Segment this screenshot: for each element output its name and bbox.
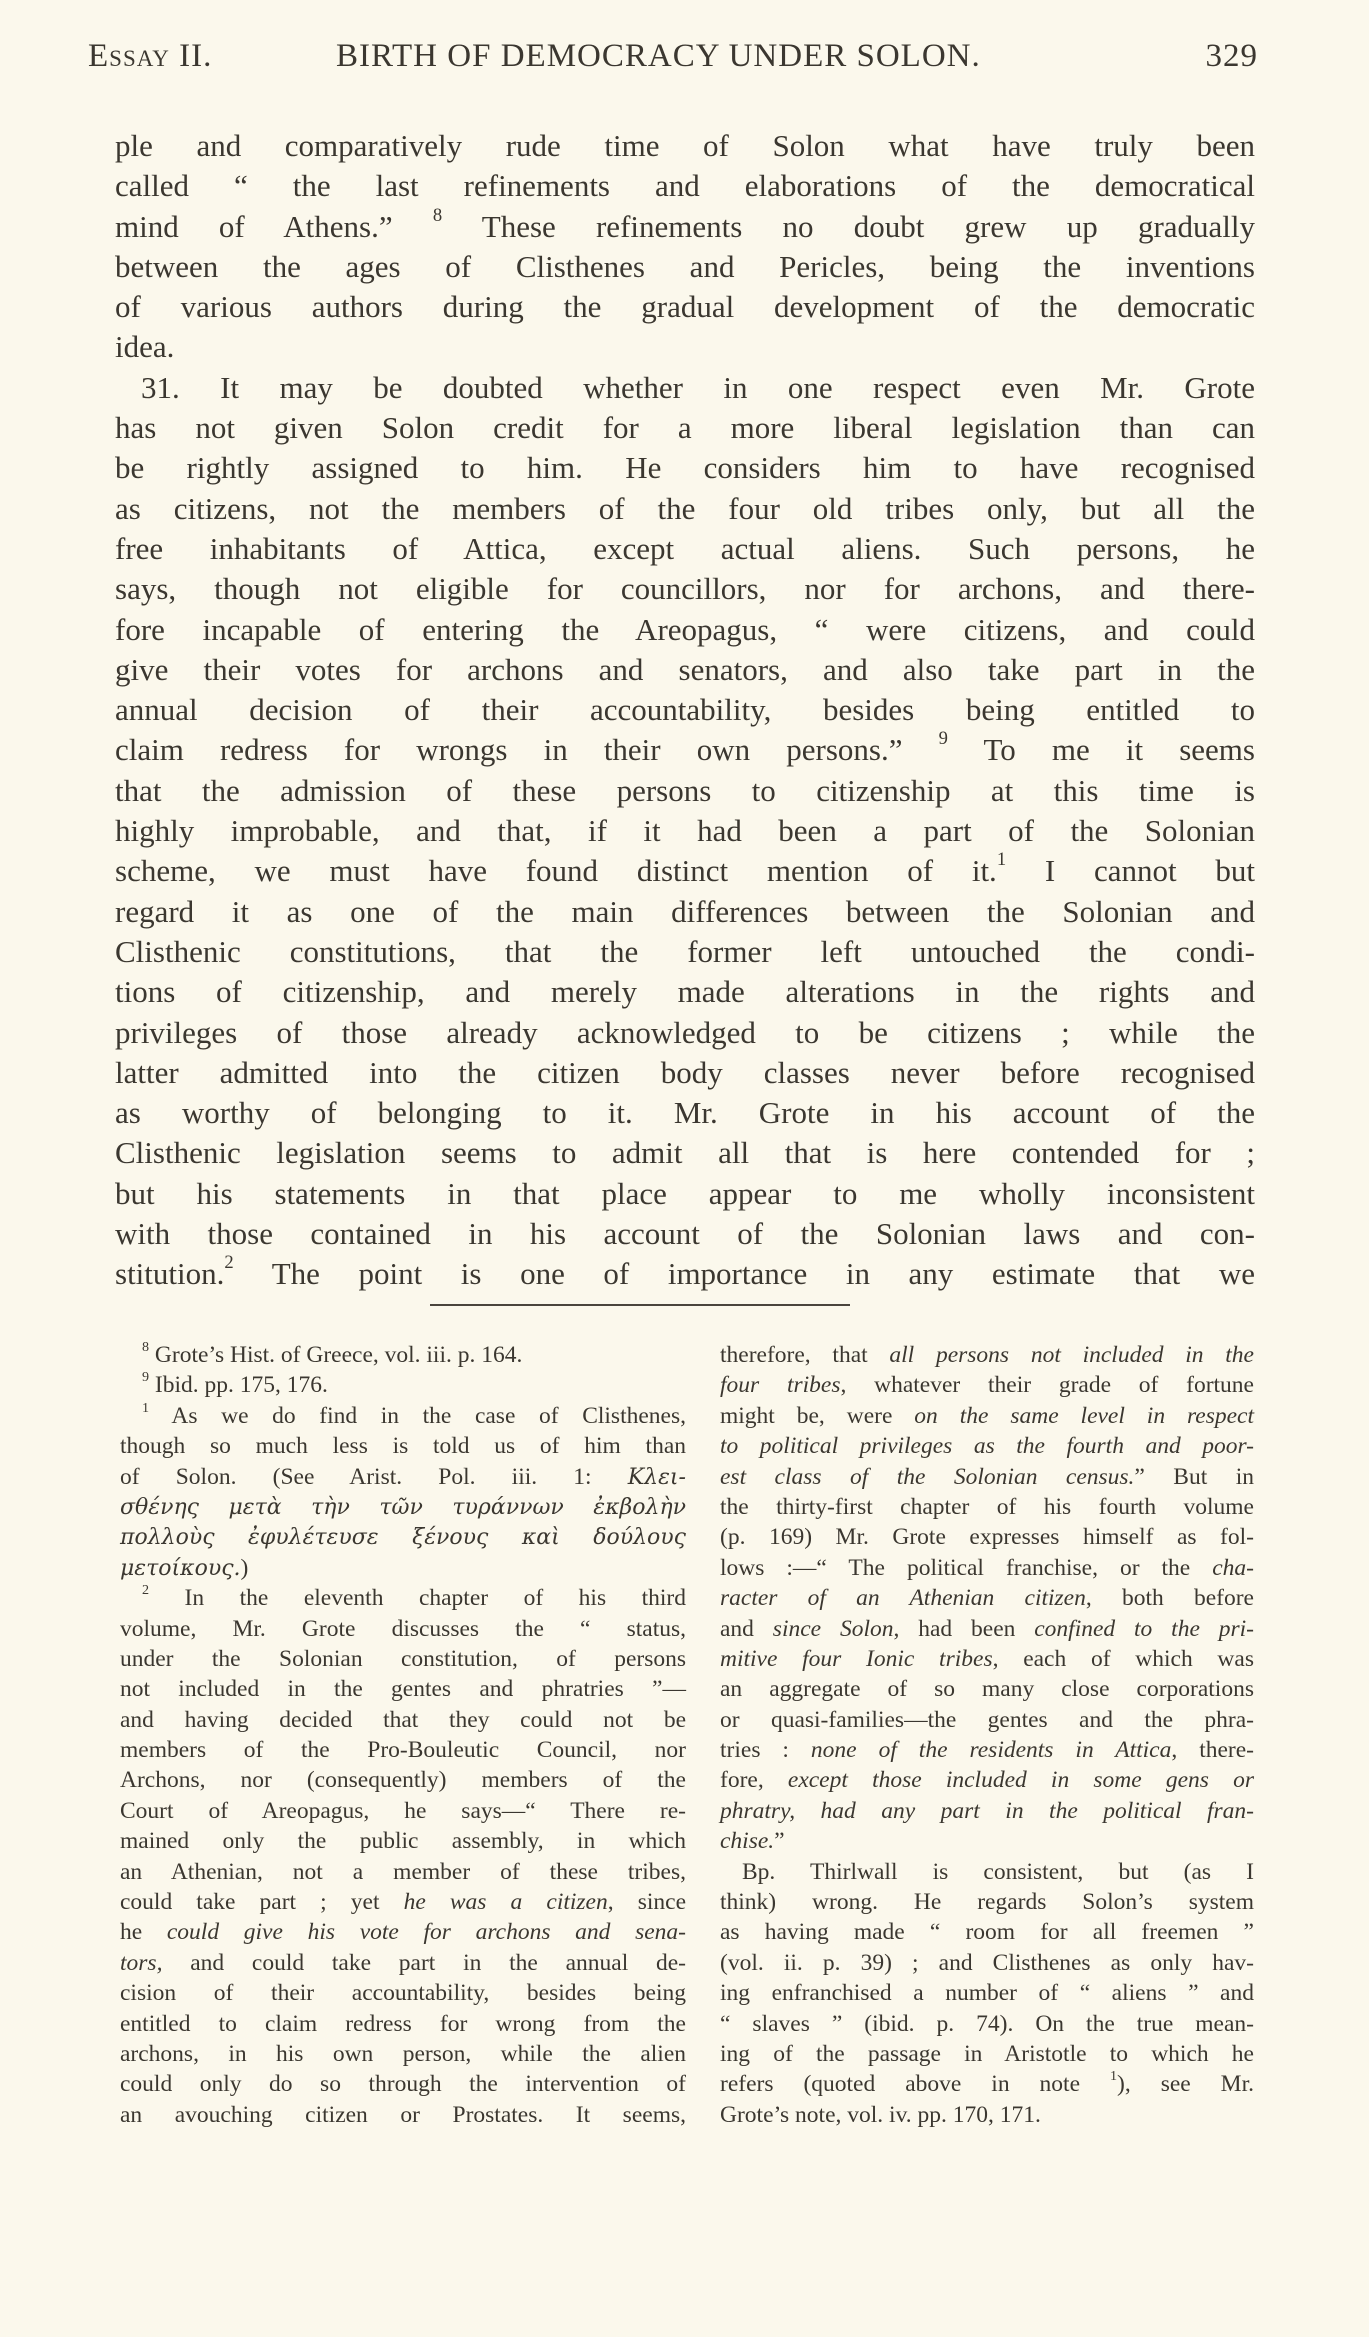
text-run: , whatever their grade of fortune: [840, 1372, 1254, 1399]
text-line: [115, 932, 1255, 972]
text-run: called “ the last refinements and elaborations of the democratical: [115, 168, 1255, 204]
footnote-line: [720, 1401, 1254, 1431]
text-run: , both before: [1085, 1585, 1254, 1612]
text-run: Clisthenic constitutions, that the former left untouched the condi-: [115, 933, 1255, 969]
italic-text: he was a citizen: [403, 1889, 608, 1916]
footnote-line: [720, 1583, 1254, 1613]
footnote-marker: 2: [142, 1582, 150, 1599]
text-line: [115, 529, 1255, 569]
text-line: [115, 811, 1255, 851]
text-run: ), see Mr.: [1117, 2071, 1254, 2098]
footnote-marker: 1: [142, 1399, 150, 1416]
text-run: with those contained in his account of the Solonian laws and con-: [115, 1216, 1255, 1252]
text-run: as worthy of belonging to it. Mr. Grote in his account of the: [115, 1095, 1255, 1131]
text-line: [115, 327, 1255, 367]
footnote-line: [720, 1614, 1254, 1644]
italic-text: mitive four Ionic tribes: [720, 1645, 993, 1672]
footnote-line: [120, 1857, 686, 1887]
text-run: and having decided that they could not be: [120, 1706, 686, 1733]
text-run: regard it as one of the main differences between the Solonian and: [115, 893, 1255, 929]
text-line: [115, 247, 1255, 287]
greek-text: μετοίκους.: [120, 1555, 241, 1581]
italic-text: phratry, had any part in the political fran-: [720, 1797, 1254, 1824]
footnote-line: [720, 1674, 1254, 1704]
footnote-line: [120, 1431, 686, 1461]
text-run: or quasi-families—the gentes and the phra-: [720, 1706, 1254, 1733]
text-run: (p. 169) Mr. Grote expresses himself as fol-: [720, 1524, 1254, 1551]
footnote-line: [120, 1735, 686, 1765]
text-run: refers (quoted above in note: [720, 2071, 1110, 2098]
text-run: Grote’s note, vol. iv. pp. 170, 171.: [720, 2101, 1041, 2128]
text-line: [115, 690, 1255, 730]
footnote-line: [720, 1370, 1254, 1400]
text-run: To me it seems: [947, 732, 1255, 768]
text-line: [115, 1053, 1255, 1093]
text-line: [115, 448, 1255, 488]
footnote-line: [720, 1492, 1254, 1522]
text-run: ing of the passage in Aristotle to which he: [720, 2040, 1254, 2067]
running-header: [88, 38, 1258, 82]
text-line: [115, 287, 1255, 327]
footnote-line: [120, 1462, 686, 1492]
footnote-line: [720, 1522, 1254, 1552]
text-run: could only do so through the intervention of: [120, 2071, 686, 2098]
italic-text: could give his vote for archons and sena-: [166, 1919, 686, 1946]
greek-text: Κλει-: [627, 1464, 686, 1490]
italic-text: except those included in some gens or: [787, 1767, 1254, 1794]
text-run: ple and comparatively rude time of Solon what have truly been: [115, 128, 1255, 163]
text-run: ” But in: [1134, 1463, 1254, 1490]
footnote-line: [720, 2069, 1254, 2099]
footnotes-right-column: [720, 1340, 1254, 2130]
footnote-line: [120, 1614, 686, 1644]
footnote-marker: 2: [224, 1252, 234, 1274]
text-run: but his statements in that place appear to me wholly inconsistent: [115, 1175, 1255, 1211]
text-run: an avouching citizen or Prostates. It seems,: [120, 2101, 686, 2128]
text-run: that the admission of these persons to citizenship at this time is: [115, 772, 1255, 808]
greek-text: σθένης μετὰ τὴν τῶν τυράννων ἐκβολὴν: [120, 1494, 686, 1520]
footnote-line: [120, 1644, 686, 1674]
footnote-line: [720, 1705, 1254, 1735]
italic-text: none of the residents in Attica: [810, 1737, 1172, 1764]
footnote-line: [120, 1401, 686, 1431]
footnote-line: [120, 1674, 686, 1704]
footnotes-left-column: [120, 1340, 686, 2130]
italic-text: cha-: [1212, 1554, 1254, 1581]
text-run: Archons, nor (consequently) members of the: [120, 1767, 686, 1794]
footnote-line: [120, 2009, 686, 2039]
text-run: free inhabitants of Attica, except actual aliens. Such persons, he: [115, 530, 1255, 566]
footnote-line: [720, 1462, 1254, 1492]
text-run: ing enfranchised a number of “ aliens ” and: [720, 1980, 1254, 2007]
text-line: [115, 730, 1255, 770]
italic-text: tors,: [120, 1949, 163, 1976]
page-number: 329: [1205, 38, 1258, 74]
text-run: These refinements no doubt grew up gradually: [442, 208, 1256, 244]
text-run: says, though not eligible for councillors, nor for archons, and there-: [115, 571, 1255, 607]
text-line: [115, 489, 1255, 529]
footnote-line: [720, 1553, 1254, 1583]
text-run: mained only the public assembly, in which: [120, 1828, 686, 1855]
footnote-line: [120, 1948, 686, 1978]
text-run: be rightly assigned to him. He considers him to have recognised: [115, 450, 1255, 486]
footnote-line: [720, 1431, 1254, 1461]
text-run: archons, in his own person, while the alien: [120, 2040, 686, 2067]
footnote-line: [120, 1553, 686, 1583]
text-run: latter admitted into the citizen body classes never before recognised: [115, 1054, 1255, 1090]
footnote-line: [720, 1735, 1254, 1765]
footnote-line: [720, 1948, 1254, 1978]
text-run: Ibid. pp. 175, 176.: [149, 1372, 328, 1399]
italic-text: confined to the pri-: [1034, 1615, 1254, 1642]
text-line: [115, 892, 1255, 932]
text-run: an Athenian, not a member of these tribes,: [120, 1858, 686, 1885]
text-line: [115, 650, 1255, 690]
text-line: [115, 1133, 1255, 1173]
text-run: Court of Areopagus, he says—“ There re-: [120, 1797, 686, 1824]
text-run: and could take part in the annual de-: [162, 1949, 686, 1976]
footnote-line: [720, 1644, 1254, 1674]
text-run: under the Solonian constitution, of persons: [120, 1645, 686, 1672]
text-run: lows :—“ The political franchise, or the: [720, 1554, 1213, 1581]
text-run: as having made “ room for all freemen ”: [720, 1919, 1254, 1946]
text-line: [115, 1174, 1255, 1214]
footnote-line: [720, 1340, 1254, 1370]
text-line: [115, 972, 1255, 1012]
text-run: might be, were: [720, 1402, 915, 1429]
text-run: , since: [607, 1889, 687, 1916]
footnote-marker: 1: [996, 849, 1007, 871]
text-run: idea.: [115, 329, 175, 365]
footnote-divider: [430, 1304, 850, 1306]
text-run: privileges of those already acknowledged to be citizens ; while the: [115, 1014, 1255, 1050]
body-text: [115, 126, 1255, 1295]
text-run: give their votes for archons and senators, and also take part in the: [115, 651, 1255, 687]
footnote-line: [120, 1887, 686, 1917]
footnote-line: [120, 1370, 686, 1400]
text-run: In the eleventh chapter of his third: [149, 1585, 686, 1612]
text-line: [115, 569, 1255, 609]
italic-text: racter of an Athenian citizen: [720, 1585, 1086, 1612]
text-line: [115, 610, 1255, 650]
text-run: and: [720, 1615, 773, 1642]
footnote-marker: 9: [938, 728, 948, 750]
text-run: has not given Solon credit for a more liberal legislation than can: [115, 410, 1255, 446]
footnote-marker: 8: [142, 1339, 150, 1355]
essay-label: Essay II.: [88, 38, 213, 74]
text-run: between the ages of Clisthenes and Pericles, being the inventions: [115, 248, 1255, 284]
footnote-line: [120, 1340, 686, 1370]
footnote-line: [120, 2100, 686, 2130]
footnote-line: [720, 2009, 1254, 2039]
text-run: fore incapable of entering the Areopagus, “ were citizens, and could: [115, 611, 1255, 647]
text-run: members of the Pro-Bouleutic Council, nor: [120, 1737, 686, 1764]
text-line: [115, 368, 1255, 408]
text-line: [115, 1093, 1255, 1133]
italic-text: all persons not included in the: [889, 1342, 1254, 1368]
text-run: not included in the gentes and phratries ”—: [120, 1676, 686, 1703]
text-line: [115, 1013, 1255, 1053]
text-run: (vol. ii. p. 39) ; and Clisthenes as only hav-: [720, 1949, 1254, 1976]
text-run: , each of which was: [992, 1645, 1254, 1672]
greek-text: πολλοὺς ἐφυλέτευσε ξένους καὶ δούλους: [120, 1525, 686, 1551]
footnote-line: [120, 1917, 686, 1947]
footnote-line: [720, 1857, 1254, 1887]
text-run: therefore, that: [720, 1342, 890, 1368]
footnote-line: [720, 1796, 1254, 1826]
text-run: think) wrong. He regards Solon’s system: [720, 1889, 1254, 1916]
text-line: [115, 166, 1255, 206]
text-run: mind of Athens.”: [115, 208, 433, 244]
text-run: As we do find in the case of Clisthenes,: [149, 1402, 686, 1429]
text-run: Grote’s Hist. of Greece, vol. iii. p. 164.: [149, 1342, 523, 1368]
text-run: he: [120, 1919, 167, 1946]
footnote-line: [120, 1765, 686, 1795]
footnote-line: [120, 1492, 686, 1522]
text-line: [115, 1214, 1255, 1254]
footnote-line: [720, 2039, 1254, 2069]
text-run: stitution.: [115, 1256, 225, 1292]
footnote-marker: 9: [142, 1369, 150, 1386]
text-run: , there-: [1171, 1737, 1254, 1764]
text-run: of Solon. (See Arist. Pol. iii. 1:: [120, 1463, 628, 1490]
text-run: annual decision of their accountability, besides being entitled to: [115, 692, 1255, 728]
text-run: an aggregate of so many close corporations: [720, 1676, 1254, 1703]
footnote-line: [120, 1583, 686, 1613]
footnote-line: [120, 2039, 686, 2069]
footnote-line: [720, 1765, 1254, 1795]
text-line: [115, 126, 1255, 166]
footnote-marker: 8: [432, 204, 443, 226]
text-line: [115, 204, 1256, 247]
text-run: entitled to claim redress for wrong from the: [120, 2010, 686, 2037]
text-run: “ slaves ” (ibid. p. 74). On the true mean-: [720, 2010, 1254, 2037]
text-run: highly improbable, and that, if it had been a part of the Solonian: [115, 813, 1255, 849]
footnote-marker: 1: [1109, 2068, 1118, 2085]
italic-text: to political privileges as the fourth and poor-: [720, 1433, 1254, 1460]
text-run: volume, Mr. Grote discusses the “ status,: [120, 1615, 686, 1642]
text-run: though so much less is told us of him than: [120, 1433, 686, 1460]
italic-text: est class of the Solonian census.: [720, 1463, 1135, 1490]
italic-text: chise.: [720, 1828, 775, 1855]
footnote-line: [120, 1826, 686, 1856]
text-run: ”: [774, 1828, 785, 1855]
text-run: as citizens, not the members of the four old tribes only, but all the: [115, 490, 1255, 526]
text-line: [115, 1254, 1255, 1294]
footnote-line: [720, 1978, 1254, 2008]
footnote-line: [120, 1705, 686, 1735]
text-run: , had been: [893, 1615, 1035, 1642]
text-run: claim redress for wrongs in their own persons.”: [115, 732, 939, 768]
text-run: scheme, we must have found distinct mention of it.: [115, 853, 997, 889]
footnote-line: [720, 1887, 1254, 1917]
text-run: 31. It may be doubted whether in one respect even Mr. Grote: [141, 369, 1255, 405]
footnote-line: [720, 1826, 1254, 1856]
footnote-line: [720, 1917, 1254, 1947]
text-run: fore,: [720, 1767, 788, 1794]
text-line: [115, 408, 1255, 448]
text-run: could take part ; yet: [120, 1889, 404, 1916]
footnote-line: [120, 2069, 686, 2099]
text-run: tries :: [720, 1737, 811, 1764]
text-run: tions of citizenship, and merely made alterations in the rights and: [115, 974, 1255, 1010]
italic-text: on the same level in respect: [914, 1402, 1254, 1429]
text-run: cision of their accountability, besides being: [120, 1980, 686, 2007]
italic-text: since Solon: [772, 1615, 894, 1642]
text-run: ): [240, 1554, 249, 1581]
text-line: [115, 771, 1255, 811]
footnote-line: [120, 1522, 686, 1552]
text-run: the thirty-first chapter of his fourth volume: [720, 1493, 1254, 1520]
text-run: The point is one of importance in any estimate that we: [233, 1256, 1255, 1292]
text-run: of various authors during the gradual development of the democratic: [115, 289, 1255, 325]
text-run: Bp. Thirlwall is consistent, but (as I: [742, 1858, 1254, 1885]
text-line: [115, 851, 1255, 891]
chapter-title: BIRTH OF DEMOCRACY UNDER SOLON.: [336, 38, 981, 74]
italic-text: four tribes: [720, 1372, 841, 1399]
text-run: Clisthenic legislation seems to admit all that is here contended for ;: [115, 1135, 1255, 1171]
text-run: I cannot but: [1006, 853, 1255, 889]
footnote-line: [120, 1796, 686, 1826]
footnote-line: [120, 1978, 686, 2008]
footnote-line: [720, 2100, 1254, 2130]
